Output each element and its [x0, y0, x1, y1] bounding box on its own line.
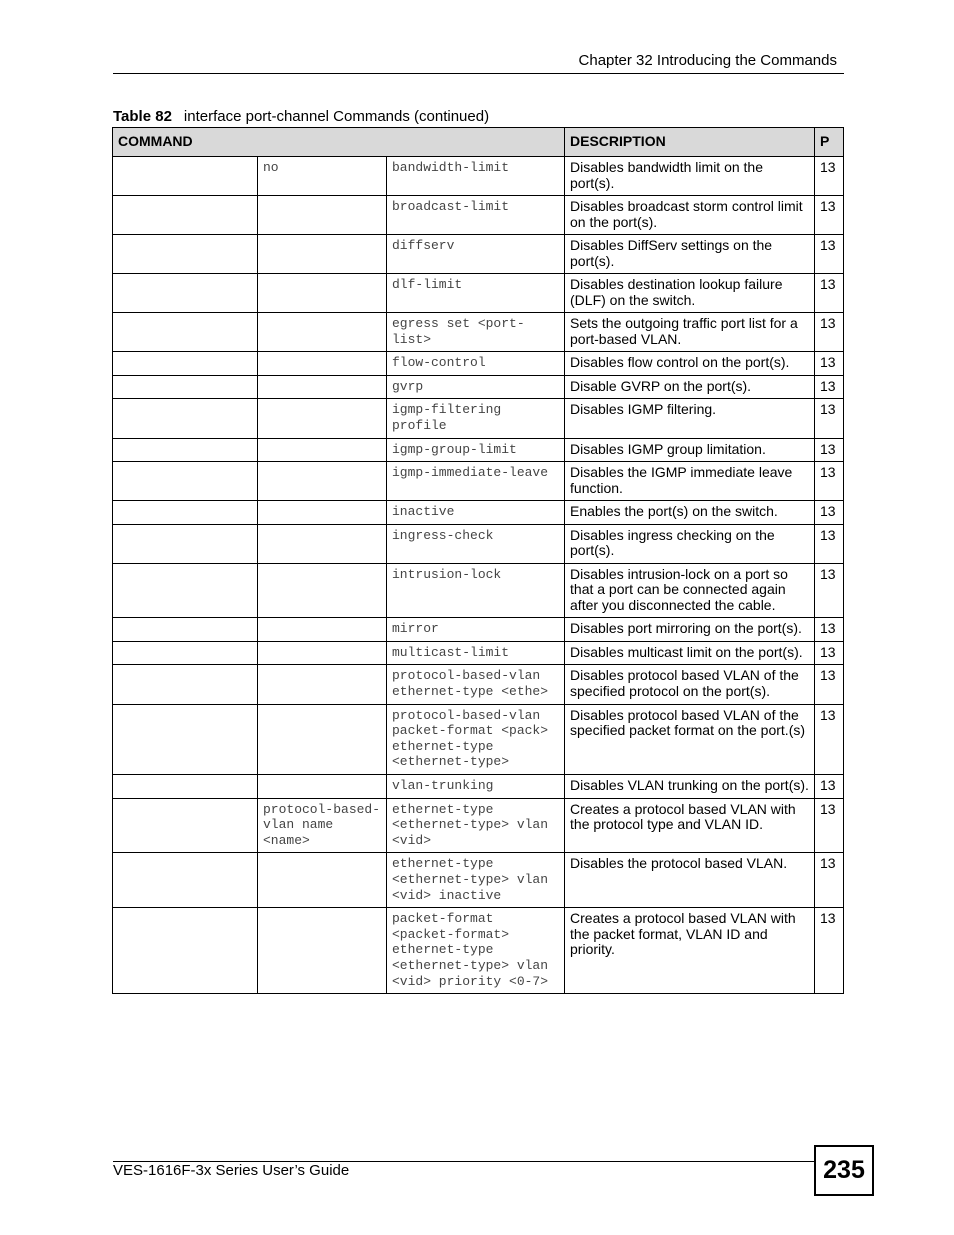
page-cell: 13 — [815, 157, 844, 196]
page-cell: 13 — [815, 196, 844, 235]
command-level-1 — [113, 196, 258, 235]
command-level-1 — [113, 462, 258, 501]
page-cell: 13 — [815, 274, 844, 313]
command-level-3: inactive — [387, 501, 565, 525]
command-level-1 — [113, 524, 258, 563]
command-level-2 — [258, 704, 387, 774]
command-level-3: igmp-filtering profile — [387, 399, 565, 438]
command-level-2 — [258, 438, 387, 462]
command-level-3: mirror — [387, 618, 565, 642]
column-header-command: COMMAND — [113, 128, 565, 157]
command-level-1 — [113, 618, 258, 642]
command-level-2 — [258, 196, 387, 235]
page-cell: 13 — [815, 524, 844, 563]
page-cell: 13 — [815, 438, 844, 462]
table-row — [113, 196, 844, 235]
table-row — [113, 775, 844, 799]
table-row — [113, 618, 844, 642]
description-cell: Disables the protocol based VLAN. — [565, 853, 815, 908]
page-cell: 13 — [815, 375, 844, 399]
command-level-2 — [258, 618, 387, 642]
description-cell: Disables broadcast storm control limit on the port(s). — [565, 196, 815, 235]
description-cell: Disable GVRP on the port(s). — [565, 375, 815, 399]
table-row — [113, 563, 844, 618]
command-level-3: flow-control — [387, 352, 565, 376]
description-cell: Disables bandwidth limit on the port(s). — [565, 157, 815, 196]
description-cell: Creates a protocol based VLAN with the protocol type and VLAN ID. — [565, 798, 815, 853]
command-level-3: ethernet-type <ethernet-type> vlan <vid> — [387, 798, 565, 853]
command-level-3: protocol-based-vlan ethernet-type <ethe> — [387, 665, 565, 704]
command-level-2 — [258, 274, 387, 313]
table-row — [113, 274, 844, 313]
command-level-3: dlf-limit — [387, 274, 565, 313]
command-level-1 — [113, 375, 258, 399]
command-level-3: vlan-trunking — [387, 775, 565, 799]
command-level-3: packet-format <packet-format> ethernet-type <ethernet-type> vlan <vid> priority <0-7> — [387, 908, 565, 994]
table-row — [113, 462, 844, 501]
command-level-2 — [258, 665, 387, 704]
description-cell: Disables IGMP filtering. — [565, 399, 815, 438]
command-level-2 — [258, 775, 387, 799]
command-level-3: intrusion-lock — [387, 563, 565, 618]
command-level-2 — [258, 235, 387, 274]
description-cell: Disables intrusion-lock on a port so that a port can be connected again after you disconnected the cable. — [565, 563, 815, 618]
page-cell: 13 — [815, 853, 844, 908]
command-level-3: protocol-based-vlan packet-format <pack> ethernet-type <ethernet-type> — [387, 704, 565, 774]
command-level-3: bandwidth-limit — [387, 157, 565, 196]
command-level-2: no — [258, 157, 387, 196]
page-cell: 13 — [815, 501, 844, 525]
command-level-1 — [113, 563, 258, 618]
command-level-1 — [113, 641, 258, 665]
description-cell: Disables DiffServ settings on the port(s). — [565, 235, 815, 274]
page-cell: 13 — [815, 665, 844, 704]
command-level-1 — [113, 313, 258, 352]
command-level-2 — [258, 352, 387, 376]
table-row — [113, 375, 844, 399]
guide-title: VES-1616F-3x Series User’s Guide — [113, 1162, 350, 1179]
description-cell: Disables the IGMP immediate leave function. — [565, 462, 815, 501]
command-level-3: multicast-limit — [387, 641, 565, 665]
command-level-2 — [258, 524, 387, 563]
table-caption-text: interface port-channel Commands (continued) — [183, 108, 490, 125]
command-level-1 — [113, 908, 258, 994]
table-row — [113, 641, 844, 665]
page-cell: 13 — [815, 618, 844, 642]
command-level-2 — [258, 399, 387, 438]
command-level-2 — [258, 853, 387, 908]
table-row — [113, 501, 844, 525]
table-row — [113, 157, 844, 196]
page-cell: 13 — [815, 704, 844, 774]
table-row — [113, 399, 844, 438]
command-level-2 — [258, 501, 387, 525]
description-cell: Creates a protocol based VLAN with the packet format, VLAN ID and priority. — [565, 908, 815, 994]
page-cell: 13 — [815, 908, 844, 994]
command-level-2 — [258, 563, 387, 618]
command-level-2 — [258, 462, 387, 501]
page-cell: 13 — [815, 462, 844, 501]
command-level-1 — [113, 798, 258, 853]
table-row — [113, 438, 844, 462]
column-header-description: DESCRIPTION — [565, 128, 815, 157]
command-table — [112, 127, 844, 994]
table-row — [113, 853, 844, 908]
chapter-header: Chapter 32 Introducing the Commands — [578, 52, 837, 69]
table-row — [113, 665, 844, 704]
description-cell: Disables destination lookup failure (DLF) on the switch. — [565, 274, 815, 313]
table-row — [113, 352, 844, 376]
page-cell: 13 — [815, 235, 844, 274]
header-rule — [113, 73, 844, 74]
command-level-2 — [258, 375, 387, 399]
command-level-3: diffserv — [387, 235, 565, 274]
command-level-2: protocol-based-vlan name <name> — [258, 798, 387, 853]
table-caption — [113, 108, 489, 125]
page-number: 235 — [814, 1145, 874, 1196]
description-cell: Disables multicast limit on the port(s). — [565, 641, 815, 665]
table-caption-label: Table 82 — [113, 108, 172, 125]
command-level-2 — [258, 313, 387, 352]
table-row — [113, 313, 844, 352]
command-level-3: igmp-group-limit — [387, 438, 565, 462]
command-level-1 — [113, 665, 258, 704]
command-level-1 — [113, 438, 258, 462]
table-row — [113, 908, 844, 994]
command-level-3: broadcast-limit — [387, 196, 565, 235]
page-cell: 13 — [815, 563, 844, 618]
description-cell: Disables protocol based VLAN of the specified protocol on the port(s). — [565, 665, 815, 704]
command-level-1 — [113, 775, 258, 799]
page-cell: 13 — [815, 399, 844, 438]
command-level-1 — [113, 501, 258, 525]
page-cell: 13 — [815, 775, 844, 799]
command-level-2 — [258, 641, 387, 665]
page-cell: 13 — [815, 313, 844, 352]
table-row — [113, 798, 844, 853]
command-level-1 — [113, 399, 258, 438]
command-level-3: ingress-check — [387, 524, 565, 563]
description-cell: Enables the port(s) on the switch. — [565, 501, 815, 525]
command-level-1 — [113, 704, 258, 774]
column-header-page: P — [815, 128, 844, 157]
page-cell: 13 — [815, 352, 844, 376]
description-cell: Disables IGMP group limitation. — [565, 438, 815, 462]
description-cell: Disables flow control on the port(s). — [565, 352, 815, 376]
command-level-3: gvrp — [387, 375, 565, 399]
page-cell: 13 — [815, 641, 844, 665]
description-cell: Sets the outgoing traffic port list for a port-based VLAN. — [565, 313, 815, 352]
description-cell: Disables VLAN trunking on the port(s). — [565, 775, 815, 799]
table-row — [113, 235, 844, 274]
command-level-3: ethernet-type <ethernet-type> vlan <vid> inactive — [387, 853, 565, 908]
command-level-1 — [113, 235, 258, 274]
page-cell: 13 — [815, 798, 844, 853]
command-level-1 — [113, 853, 258, 908]
command-level-1 — [113, 274, 258, 313]
table-header-row — [113, 128, 844, 157]
command-level-1 — [113, 352, 258, 376]
command-level-1 — [113, 157, 258, 196]
command-level-3: igmp-immediate-leave — [387, 462, 565, 501]
command-level-3: egress set <port-list> — [387, 313, 565, 352]
description-cell: Disables protocol based VLAN of the specified packet format on the port.(s) — [565, 704, 815, 774]
table-row — [113, 524, 844, 563]
description-cell: Disables ingress checking on the port(s). — [565, 524, 815, 563]
description-cell: Disables port mirroring on the port(s). — [565, 618, 815, 642]
table-row — [113, 704, 844, 774]
command-level-2 — [258, 908, 387, 994]
